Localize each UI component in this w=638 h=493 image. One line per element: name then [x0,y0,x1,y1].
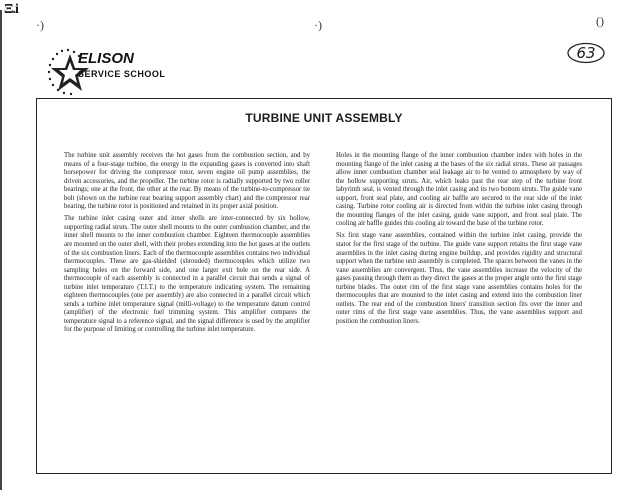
paragraph: Holes in the mounting flange of the inner combustion chamber index with holes in the mounting flange of the inlet casing at the bases of the six radial struts. These air passages allow inner combustion chamber seal leakage air to be vented to atmosphere by way of the hollow supporting struts. Air, which leaks past the rear step of the turbine front labyrinth seal, is vented through the inlet casing and its two bottom struts. The guide vane support, front seal plate, and cooling air baffle are secured to the rear side of the inlet casing. Turbine rotor cooling air is directed from within the turbine inlet casing through the mounting flanges of the inlet casing, guide vane support, and front seal plate. The cooling air baffle guides this cooling air toward the base of the turbine rotor. [336,152,582,228]
brand-subtitle: SERVICE SCHOOL [78,69,166,79]
page-number [566,42,606,64]
paragraph: Six first stage vane assemblies, contained within the turbine inlet casing, provide the stator for the first stage of the turbine. The guide vane support retains the first stage vane assemblies in the inlet casing during engine buildup, and provides rigidity and structural support when the turbine unit assembly is completed. The spaces between the vanes in the vane assemblies are convergent. Thus, the vane assemblies increase the velocity of the gases passing through them as they direct the gases at the proper angle onto the first stage turbine blades. The outer rim of the first stage vane assemblies contains holes for the thermocouples that are mounted to the inlet casing and extend into the combustion liner outlets. The rear end of the combustion liners' transition section fits over the inner and outer rims of the first stage vane assemblies. Thus, the vane assemblies support and position the combustion liners. [336,232,582,325]
binder-hole-left: ·) [36,18,44,32]
binder-hole-center: ·) [314,18,322,32]
left-column [64,152,310,338]
paragraph: The turbine unit assembly receives the hot gases from the combustion section, and by means of a four-stage turbine, the energy in the expanding gases is converted into shaft horsepower for driving the compressor rotor, seven engine oil pump assemblies, the driven accessories, and the propeller. The turbine rotor is radially supported by two roller bearings; one at the front, the other at the rear. By means of the turbine-to-compressor tie bolt (shown on the turbine rear bearing support assembly chart) and the compressor rear bearing, the turbine rotor is positioned and retained in its proper axial position. [64,152,310,211]
binder-hole-right: () [596,14,604,28]
document-title: TURBINE UNIT ASSEMBLY [245,111,403,125]
paragraph: The turbine inlet casing outer and inner shells are inter-connected by six hollow, supporting radial struts. The outer shell mounts to the outer combustion chamber, and the inner shell mounts to the inner combustion chamber. Eighteen thermocouple assemblies are mounted on the outer shell, with their probes extending into the hot gases at the outlets of the six combustion liners. Each of the thermocouple assemblies contains two individual thermocouples. These are gas-shielded (shrouded) thermocouples which utilize two sampling holes on the forward side, and one larger exit hole on the rear side. A thermocouple of each assembly is connected in a parallel circuit that sends a signal of turbine inlet temperature (T.I.T.) to the temperature indicating system. The remaining eighteen thermocouples (one per assembly) are also connected in a parallel circuit which sends a turbine inlet temperature signal (milli-voltage) to the temperature datum control (amplifier) of the electronic fuel trimming system. This amplifier compares the temperature signal to a reference signal, and the signal difference is used by the amplifier for the purpose of limiting or controlling the turbine inlet temperature. [64,215,310,334]
page-number-text: 63 [576,44,596,62]
page-mark: Ξ.i [4,2,18,17]
scan-edge-line [0,10,2,490]
right-column [336,152,582,330]
brand-name: ELISON [78,50,134,67]
